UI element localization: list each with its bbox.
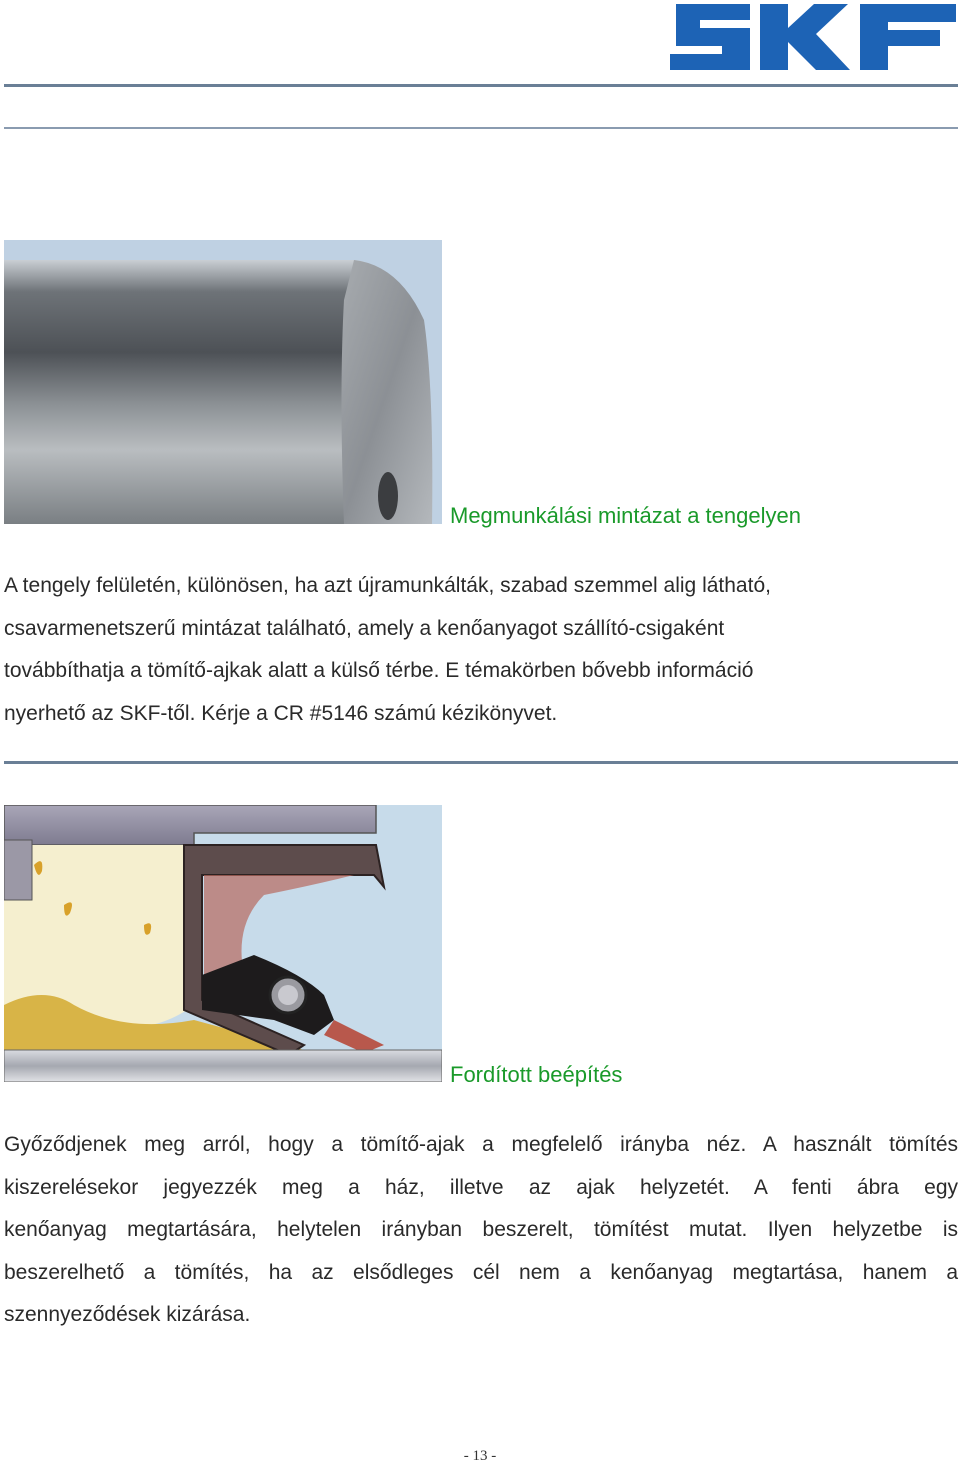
paragraph-line: kiszerelésekor jegyezzék meg a ház, illetve az ajak helyzetét. A fenti ábra egy bbox=[4, 1175, 958, 1199]
paragraph-line: kenőanyag megtartására, helytelen irányban beszerelt, tömítést mutat. Ilyen helyzetbe is bbox=[4, 1218, 958, 1241]
skf-logo bbox=[668, 2, 958, 72]
paragraph-line: szennyeződések kizárása. bbox=[4, 1303, 251, 1326]
header-rule-bottom bbox=[4, 127, 958, 129]
section2-paragraph bbox=[4, 1124, 958, 1337]
paragraph-line: beszerelhető a tömítés, ha az elsődleges cél nem a kenőanyag megtartása, hanem a bbox=[4, 1260, 958, 1284]
paragraph-line: A tengely felületén, különösen, ha azt újramunkálták, szabad szemmel alig látható, bbox=[4, 574, 771, 597]
section1-caption: Megmunkálási mintázat a tengelyen bbox=[450, 503, 801, 528]
section2-caption: Fordított beépítés bbox=[450, 1062, 623, 1087]
section1-paragraph bbox=[4, 565, 958, 735]
seal-illustration bbox=[4, 805, 442, 1082]
page-number: - 13 - bbox=[463, 1448, 497, 1464]
section-divider bbox=[4, 761, 958, 764]
shaft-photo bbox=[4, 240, 442, 524]
paragraph-line: nyerhető az SKF-től. Kérje a CR #5146 számú kézikönyvet. bbox=[4, 701, 558, 725]
paragraph-line: Győződjenek meg arról, hogy a tömítő-ajak a megfelelő irányba néz. A használt tömítés bbox=[4, 1133, 958, 1156]
paragraph-line: továbbíthatja a tömítő-ajkak alatt a külső térbe. E témakörben bővebb információ bbox=[4, 659, 754, 682]
paragraph-line: csavarmenetszerű mintázat található, amely a kenőanyagot szállító-csigaként bbox=[4, 616, 725, 640]
header-rule-top bbox=[4, 84, 958, 87]
